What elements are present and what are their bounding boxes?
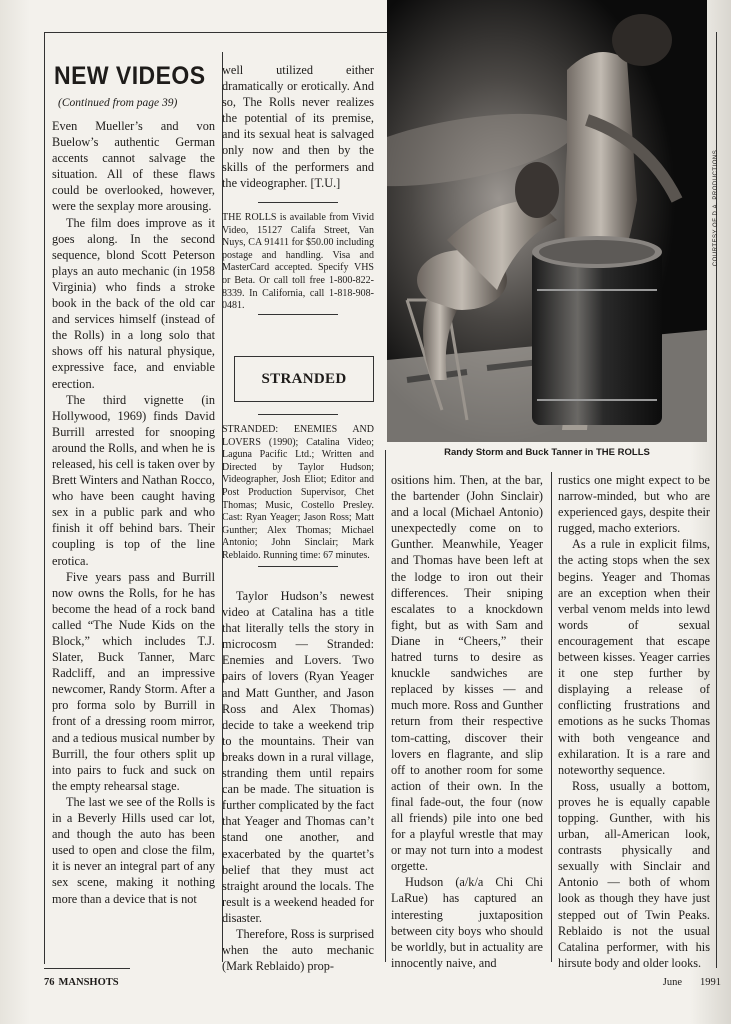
paragraph: ositions him. Then, at the bar, the bartender (John Sinclair) and a local (Michael Antonio) unexpectedly come on to Gunther. Meanwhile, Yeager and Thomas have been left at the lodge to iron out their differences. Their sniping escalates to a knockdown fight, but as with Sam and Diane in “Cheers,” their hatred turns to desire as knuckle sandwiches are replaced by kisses — and much more. Ross and Gunther return from their respective tom-catting, discover their lovers en flagrante, and slip off to another room for some action of their own. In the final fade-out, the four (now all friends) pile into one bed for a playful wrestle that may or may not turn into a modest orgette. <box>391 473 543 874</box>
paragraph: The film does improve as it goes along. In the second sequence, blond Scott Peterson plays an auto mechanic (in 1958 Virginia) who finds a stroke book in the back of the old car and services himself (instead of the Rolls) in a long solo that shows off his natural physique, expressive face, and enviable erection. <box>52 215 215 391</box>
article-column-2-top <box>222 62 374 191</box>
photo-illustration <box>387 0 707 442</box>
divider <box>258 202 338 203</box>
continued-note: (Continued from page 39) <box>58 97 178 109</box>
magazine-name: MANSHOTS <box>58 977 119 988</box>
paragraph: Therefore, Ross is surprised when the auto mechanic (Mark Reblaido) prop- <box>222 926 374 974</box>
issue-year: 1991 <box>700 977 721 988</box>
page-footer-left <box>44 977 119 988</box>
paragraph: Taylor Hudson’s newest video at Catalina has a title that literally tells the story in microcosm — Stranded: Enemies and Lovers. Two pairs of lovers (Ryan Yeager and Matt Gunther, and Jason Ross and Alex Thomas) decide to take a weekend trip to the mountains. Their van breaks down in a rural village, stranding them until repairs can be made. The situation is further complicated by the fact that Yeager and Thomas can’t stand one another, and exacerbated by the quartet’s belief that they must act straight around the locals. The result is a weekend headed for disaster. <box>222 589 374 925</box>
article-column-3 <box>391 472 543 971</box>
availability-note: THE ROLLS is available from Vivid Video, 15127 Califa Street, Van Nuys, CA 91411 for $50.00 including postage and handling. Visa and MasterCard accepted. Specify VHS or Beta. Or call toll free 1-800-822-8339. In California, call 1-818-908-0481. <box>222 212 374 312</box>
page-footer-right <box>663 977 721 988</box>
photo <box>387 0 707 442</box>
article-column-2-body <box>222 588 374 974</box>
left-frame-rule <box>44 32 45 964</box>
article-column-4 <box>558 472 710 971</box>
paragraph: The third vignette (in Hollywood, 1969) finds David Burrill arrested for snooping around the Rolls, and when he is released, his cell is taken over by Brett Winters and Nathan Rocco, who have been caught having sex in a public park and who finish it off behind bars. Their coupling is top of the line erotica. <box>52 392 215 568</box>
paragraph: Five years pass and Burrill now owns the Rolls, for he has become the head of a rock band called “The Nude Kids on the Block,” which includes T.J. Slater, Buck Tanner, Marc Radcliff, and an impressive newcomer, Randy Storm. After a pro forma solo by Burrill in front of a dressing room mirror, and a tedious musical number by Burrill, the four others split up into pairs to fuck and suck on the empty rehearsal stage. <box>52 569 215 793</box>
issue-month: June <box>662 977 682 988</box>
paragraph: rustics one might expect to be narrow-minded, but who are experienced gays, despite their rugged, macho exteriors. <box>558 473 710 536</box>
article-column-1 <box>52 118 215 907</box>
paragraph: The last we see of the Rolls is in a Beverly Hills used car lot, and though the auto has been used to open and close the film, it is never an integral part of any sex scene, making it nothing more than a device that is not <box>52 794 215 906</box>
divider <box>258 566 338 567</box>
page-number: 76 <box>44 977 55 988</box>
paragraph: Ross, usually a bottom, proves he is equally capable topping. Gunther, with his urban, all-American look, contrasts physically and sexually with Sinclair and Antonio — both of whom look as though they have just stepped out of Twin Peaks. Reblaido is not the usual Catalina performer, with his hirsute body and older looks. <box>558 778 710 970</box>
paragraph: As a rule in explicit films, the acting stops when the sex begins. Yeager and Thomas are an exception when their verbal venom melds into lewd words of sexual encouragement that escape between kisses. Yeager carries it one step further by displaying a release of conflicting frustrations and emotions as he sucks Thomas with both vengeance and exhilaration. It is a rare and noteworthy sequence. <box>558 537 710 777</box>
top-rule <box>44 32 387 33</box>
column-rule-2 <box>385 450 386 962</box>
paragraph: Hudson (a/k/a Chi Chi LaRue) has captured an interesting juxtaposition between city boys who should be worldly, but in actuality are innocently naive, and <box>391 875 543 970</box>
paragraph: Even Mueller’s and von Buelow’s authentic German accents cannot salvage the situation. All of these flaws could be overlooked, however, were the sexplay more arousing. <box>52 119 215 214</box>
bottom-rule <box>44 968 130 969</box>
divider <box>258 314 338 315</box>
paragraph: well utilized either dramatically or erotically. And so, The Rolls never realizes the potential of its premise, and its sexual heat is salvaged only now and then by the skills of the performers and the videographer. [T.U.] <box>222 63 374 190</box>
photo-credit: COURTESY OF D.A. PRODUCTIONS <box>713 149 719 267</box>
section-heading-box: STRANDED <box>234 356 374 402</box>
divider <box>258 414 338 415</box>
page-title: NEW VIDEOS <box>54 62 206 90</box>
credits-block: STRANDED: ENEMIES AND LOVERS (1990); Catalina Video; Laguna Pacific Ltd.; Written and Directed by Taylor Hudson; Videographer, Josh Eliot; Editor and Post Production Supervisor, Chet Thomas; Music, Costello Presley. Cast: Ryan Yeager; Jason Ross; Matt Gunther; Alex Thomas; Michael Antonio; John Sinclair; Mark Reblaido. Running time: 67 minutes. <box>222 424 374 561</box>
column-rule-3 <box>551 472 552 962</box>
photo-caption: Randy Storm and Buck Tanner in THE ROLLS <box>444 447 650 458</box>
